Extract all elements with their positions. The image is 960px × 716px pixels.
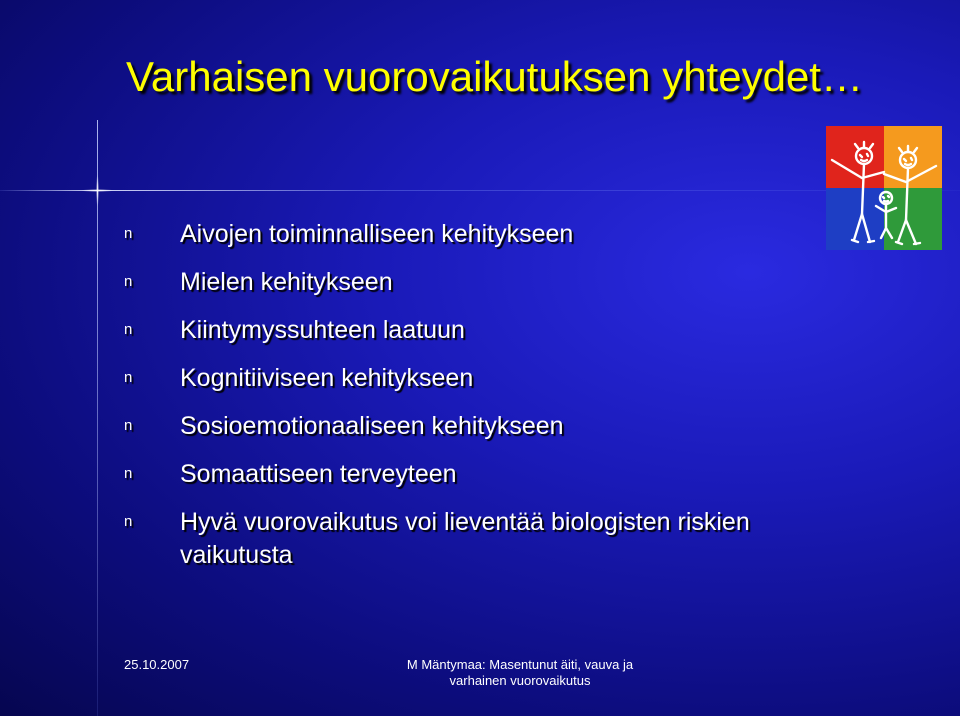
bullet-marker: n: [124, 417, 133, 434]
bullet-text: Hyvä vuorovaikutus voi lieventää biologisten riskien vaikutusta: [180, 508, 750, 569]
footer-credit: [310, 657, 730, 689]
decorative-horizontal-line: [0, 190, 960, 191]
bullet-marker: n: [124, 513, 133, 530]
bullet-text: Mielen kehitykseen: [180, 268, 393, 296]
footer-date: 25.10.2007: [124, 657, 190, 672]
decorative-vertical-line: [97, 120, 98, 716]
bullet-item: [124, 314, 844, 347]
bullet-marker: n: [124, 273, 133, 290]
decorative-sparkle-icon: [97, 190, 98, 191]
bullet-marker: n: [124, 465, 133, 482]
footer-credit-line1: M Mäntymaa: Masentunut äiti, vauva ja: [406, 657, 634, 672]
bullet-text: Kiintymyssuhteen laatuun: [180, 316, 465, 344]
bullet-marker: n: [124, 369, 133, 386]
bullet-text: Sosioemotionaaliseen kehitykseen: [180, 412, 564, 440]
bullet-item: [124, 266, 844, 299]
bullet-list: [124, 218, 844, 587]
bullet-item: [124, 506, 844, 572]
footer-credit-line2: varhainen vuorovaikutus: [449, 673, 591, 688]
bullet-item: [124, 458, 844, 491]
bullet-item: [124, 362, 844, 395]
bullet-marker: n: [124, 225, 133, 242]
bullet-text: Somaattiseen terveyteen: [180, 460, 457, 488]
slide-title: Varhaisen vuorovaikutuksen yhteydet…: [126, 53, 863, 100]
bullet-item: [124, 218, 844, 251]
bullet-text: Kognitiiviseen kehitykseen: [180, 364, 474, 392]
bullet-item: [124, 410, 844, 443]
bullet-text: Aivojen toiminnalliseen kehitykseen: [180, 220, 574, 248]
bullet-marker: n: [124, 321, 133, 338]
